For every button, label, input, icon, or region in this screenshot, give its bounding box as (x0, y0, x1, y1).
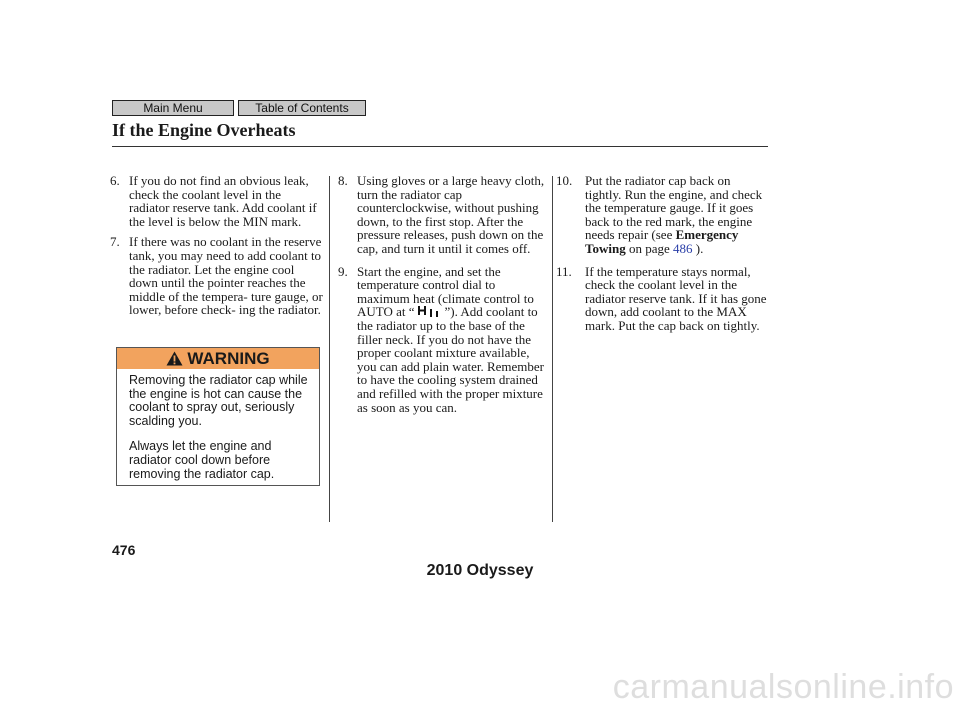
warning-label: WARNING (187, 348, 270, 368)
warning-header (117, 348, 319, 369)
column-divider-2 (552, 176, 553, 522)
warning-box (116, 347, 320, 486)
table-of-contents-button[interactable]: Table of Contents (238, 100, 366, 116)
column-divider-1 (329, 176, 330, 522)
item-number: 10. (556, 173, 573, 188)
column-2 (338, 174, 550, 421)
main-menu-button[interactable]: Main Menu (112, 100, 234, 116)
column-3 (556, 174, 768, 340)
item-text-mid: on page (625, 240, 674, 256)
page-title: If the Engine Overheats (112, 120, 296, 140)
climate-max-heat-icon (415, 305, 445, 317)
list-item (110, 235, 324, 317)
list-item (556, 174, 768, 256)
item-number: 7. (110, 234, 120, 250)
page-number: 476 (112, 542, 136, 558)
item-number: 11. (556, 263, 572, 279)
page-486-link[interactable]: 486 (673, 240, 693, 256)
item-text: Start the engine, and set the temperature control dial to maximum heat (climate control to AUTO at “ (357, 263, 534, 320)
item-text: If you do not find an obvious leak, check the coolant level in the radiator reserve tank. Add coolant if the level is below the MIN mark. (129, 173, 317, 229)
item-number: 9. (338, 263, 348, 279)
title-divider (112, 146, 768, 147)
warning-triangle-icon (166, 351, 183, 366)
item-text: If there was no coolant in the reserve tank, you may need to add coolant to the radiator. Let the engine cool down until the pointer reaches the middle of the tempera- ture gauge, or lower, before check- ing the radiator. (129, 234, 323, 318)
list-item (338, 174, 550, 256)
warning-text-1: Removing the radiator cap while the engine is hot can cause the coolant to spray out, seriously scalding you. (129, 373, 308, 428)
model-name: 2010 Odyssey (426, 562, 534, 579)
warning-text-2: Always let the engine and radiator cool down before removing the radiator cap. (129, 439, 275, 481)
item-text: Using gloves or a large heavy cloth, turn the radiator cap counterclockwise, without pushing down, to the first stop. After the pressure releases, push down on the cap, and turn it until it comes off. (357, 173, 545, 256)
emergency-towing-reference: Emergency Towing (585, 227, 739, 256)
list-item (338, 265, 550, 415)
list-item (556, 265, 768, 333)
column-1 (110, 174, 324, 324)
list-item (110, 174, 324, 228)
item-number: 8. (338, 173, 348, 188)
item-text: Put the radiator cap back on tightly. Run the engine, and check the temperature gauge. If it goes back to the red mark, the engine needs repair (see (585, 173, 763, 243)
item-number: 6. (110, 173, 120, 188)
watermark: carmanualsonline.info (612, 668, 954, 706)
item-text: If the temperature stays normal, check the coolant level in the radiator reserve tank. If it has gone down, add coolant to the MAX mark. Put the cap back on tightly. (585, 263, 767, 333)
item-text-end: ). (692, 240, 704, 256)
item-text-continued: ”). Add coolant to the radiator up to the base of the filler neck. If you do not have the proper coolant mixture available, you can add plain water. Remember to have the cooling system drained and refilled with the proper mixture as soon as you can. (357, 304, 544, 415)
